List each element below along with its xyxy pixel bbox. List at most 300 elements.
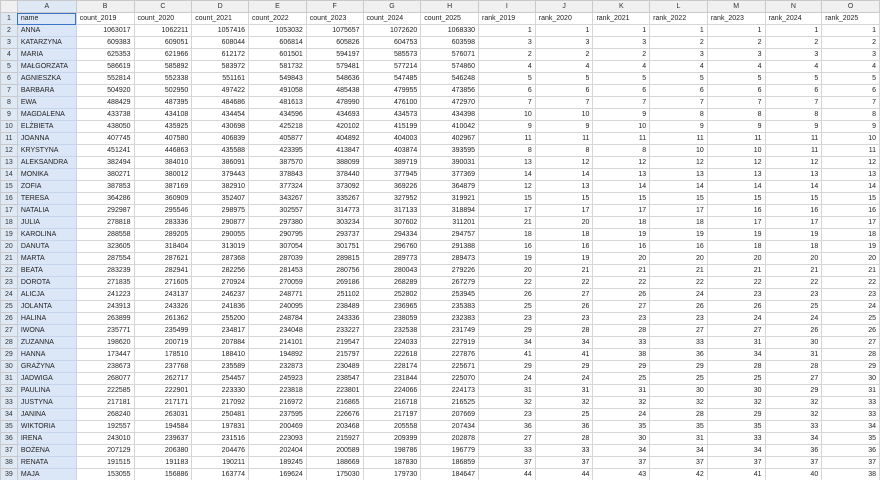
value-cell[interactable]: 307054 bbox=[249, 241, 307, 253]
value-cell[interactable]: 386091 bbox=[192, 157, 249, 169]
value-cell[interactable]: 404003 bbox=[363, 133, 421, 145]
value-cell[interactable]: 601501 bbox=[249, 49, 307, 61]
value-cell[interactable]: 479955 bbox=[363, 85, 421, 97]
value-cell[interactable]: 156886 bbox=[134, 469, 192, 480]
row-header[interactable]: 11 bbox=[1, 133, 18, 145]
value-cell[interactable]: 487395 bbox=[134, 97, 192, 109]
value-cell[interactable]: 33 bbox=[535, 445, 593, 457]
value-cell[interactable]: 20 bbox=[535, 217, 593, 229]
value-cell[interactable]: 24 bbox=[479, 373, 536, 385]
value-cell[interactable]: 16 bbox=[765, 205, 822, 217]
value-cell[interactable]: 214101 bbox=[249, 337, 307, 349]
value-cell[interactable]: 243326 bbox=[134, 301, 192, 313]
value-cell[interactable]: 232383 bbox=[421, 313, 479, 325]
value-cell[interactable]: 577214 bbox=[363, 61, 421, 73]
value-cell[interactable]: 2 bbox=[822, 37, 880, 49]
value-cell[interactable]: 33 bbox=[650, 337, 708, 349]
value-cell[interactable]: 217181 bbox=[76, 397, 134, 409]
value-cell[interactable]: 231844 bbox=[363, 373, 421, 385]
value-cell[interactable]: 27 bbox=[479, 433, 536, 445]
value-cell[interactable]: 37 bbox=[535, 457, 593, 469]
header-cell[interactable]: count_2021 bbox=[192, 13, 249, 25]
value-cell[interactable]: 14 bbox=[650, 181, 708, 193]
value-cell[interactable]: 187830 bbox=[363, 457, 421, 469]
row-header[interactable]: 26 bbox=[1, 313, 18, 325]
value-cell[interactable]: 262717 bbox=[134, 373, 192, 385]
value-cell[interactable]: 473856 bbox=[421, 85, 479, 97]
value-cell[interactable]: 294334 bbox=[363, 229, 421, 241]
value-cell[interactable]: 21 bbox=[707, 265, 765, 277]
value-cell[interactable]: 434693 bbox=[306, 109, 363, 121]
row-header[interactable]: 36 bbox=[1, 433, 18, 445]
value-cell[interactable]: 406839 bbox=[192, 133, 249, 145]
value-cell[interactable]: 301751 bbox=[306, 241, 363, 253]
value-cell[interactable]: 19 bbox=[822, 241, 880, 253]
value-cell[interactable]: 282941 bbox=[134, 265, 192, 277]
value-cell[interactable]: 21 bbox=[765, 265, 822, 277]
value-cell[interactable]: 235771 bbox=[76, 325, 134, 337]
value-cell[interactable]: 209399 bbox=[363, 433, 421, 445]
value-cell[interactable]: 3 bbox=[707, 49, 765, 61]
value-cell[interactable]: 207434 bbox=[421, 421, 479, 433]
value-cell[interactable]: 24 bbox=[765, 313, 822, 325]
value-cell[interactable]: 12 bbox=[535, 157, 593, 169]
value-cell[interactable]: 223801 bbox=[306, 385, 363, 397]
name-cell[interactable]: BOŻENA bbox=[17, 445, 76, 457]
value-cell[interactable]: 271835 bbox=[76, 277, 134, 289]
value-cell[interactable]: 7 bbox=[535, 97, 593, 109]
value-cell[interactable]: 234817 bbox=[192, 325, 249, 337]
value-cell[interactable]: 5 bbox=[765, 73, 822, 85]
value-cell[interactable]: 173447 bbox=[76, 349, 134, 361]
value-cell[interactable]: 28 bbox=[765, 361, 822, 373]
value-cell[interactable]: 3 bbox=[479, 37, 536, 49]
name-cell[interactable]: HALINA bbox=[17, 313, 76, 325]
value-cell[interactable]: 497422 bbox=[192, 85, 249, 97]
row-header[interactable]: 6 bbox=[1, 73, 18, 85]
name-cell[interactable]: PAULINA bbox=[17, 385, 76, 397]
value-cell[interactable]: 32 bbox=[707, 397, 765, 409]
value-cell[interactable]: 37 bbox=[765, 457, 822, 469]
value-cell[interactable]: 481613 bbox=[249, 97, 307, 109]
value-cell[interactable]: 227919 bbox=[421, 337, 479, 349]
value-cell[interactable]: 380271 bbox=[76, 169, 134, 181]
name-cell[interactable]: EWA bbox=[17, 97, 76, 109]
value-cell[interactable]: 23 bbox=[822, 289, 880, 301]
value-cell[interactable]: 31 bbox=[479, 385, 536, 397]
value-cell[interactable]: 13 bbox=[707, 169, 765, 181]
value-cell[interactable]: 18 bbox=[650, 217, 708, 229]
value-cell[interactable]: 423395 bbox=[249, 145, 307, 157]
header-cell[interactable]: rank_2023 bbox=[707, 13, 765, 25]
value-cell[interactable]: 1 bbox=[765, 25, 822, 37]
value-cell[interactable]: 27 bbox=[650, 325, 708, 337]
value-cell[interactable]: 42 bbox=[650, 469, 708, 480]
value-cell[interactable]: 5 bbox=[479, 73, 536, 85]
value-cell[interactable]: 29 bbox=[593, 361, 650, 373]
value-cell[interactable]: 420102 bbox=[306, 121, 363, 133]
value-cell[interactable]: 11 bbox=[535, 133, 593, 145]
value-cell[interactable]: 12 bbox=[765, 157, 822, 169]
value-cell[interactable]: 434573 bbox=[363, 109, 421, 121]
value-cell[interactable]: 243913 bbox=[76, 301, 134, 313]
value-cell[interactable]: 23 bbox=[535, 313, 593, 325]
value-cell[interactable]: 360909 bbox=[134, 193, 192, 205]
value-cell[interactable]: 378843 bbox=[249, 169, 307, 181]
value-cell[interactable]: 291388 bbox=[421, 241, 479, 253]
row-header[interactable]: 28 bbox=[1, 337, 18, 349]
column-header-k[interactable]: K bbox=[593, 1, 650, 13]
header-cell[interactable]: count_2020 bbox=[134, 13, 192, 25]
value-cell[interactable]: 7 bbox=[593, 97, 650, 109]
value-cell[interactable]: 5 bbox=[822, 73, 880, 85]
row-header[interactable]: 10 bbox=[1, 121, 18, 133]
value-cell[interactable]: 34 bbox=[707, 445, 765, 457]
name-cell[interactable]: ALEKSANDRA bbox=[17, 157, 76, 169]
value-cell[interactable]: 280043 bbox=[363, 265, 421, 277]
value-cell[interactable]: 17 bbox=[822, 217, 880, 229]
value-cell[interactable]: 8 bbox=[765, 109, 822, 121]
value-cell[interactable]: 319921 bbox=[421, 193, 479, 205]
value-cell[interactable]: 28 bbox=[593, 325, 650, 337]
value-cell[interactable]: 11 bbox=[593, 133, 650, 145]
value-cell[interactable]: 8 bbox=[479, 145, 536, 157]
value-cell[interactable]: 21 bbox=[593, 265, 650, 277]
value-cell[interactable]: 434596 bbox=[249, 109, 307, 121]
value-cell[interactable]: 17 bbox=[650, 205, 708, 217]
row-header[interactable]: 18 bbox=[1, 217, 18, 229]
value-cell[interactable]: 292987 bbox=[76, 205, 134, 217]
value-cell[interactable]: 24 bbox=[535, 373, 593, 385]
value-cell[interactable]: 238059 bbox=[363, 313, 421, 325]
name-cell[interactable]: TERESA bbox=[17, 193, 76, 205]
value-cell[interactable]: 28 bbox=[535, 325, 593, 337]
value-cell[interactable]: 16 bbox=[707, 205, 765, 217]
value-cell[interactable]: 28 bbox=[822, 349, 880, 361]
value-cell[interactable]: 283336 bbox=[134, 217, 192, 229]
value-cell[interactable]: 26 bbox=[479, 289, 536, 301]
value-cell[interactable]: 34 bbox=[650, 445, 708, 457]
value-cell[interactable]: 35 bbox=[707, 421, 765, 433]
value-cell[interactable]: 23 bbox=[593, 313, 650, 325]
value-cell[interactable]: 31 bbox=[765, 349, 822, 361]
value-cell[interactable]: 17 bbox=[707, 217, 765, 229]
value-cell[interactable]: 207669 bbox=[421, 409, 479, 421]
value-cell[interactable]: 34 bbox=[593, 445, 650, 457]
value-cell[interactable]: 287368 bbox=[192, 253, 249, 265]
value-cell[interactable]: 488429 bbox=[76, 97, 134, 109]
value-cell[interactable]: 6 bbox=[822, 85, 880, 97]
value-cell[interactable]: 190211 bbox=[192, 457, 249, 469]
value-cell[interactable]: 41 bbox=[535, 349, 593, 361]
value-cell[interactable]: 217171 bbox=[134, 397, 192, 409]
value-cell[interactable]: 13 bbox=[535, 181, 593, 193]
value-cell[interactable]: 178510 bbox=[134, 349, 192, 361]
row-header[interactable]: 3 bbox=[1, 37, 18, 49]
value-cell[interactable]: 241836 bbox=[192, 301, 249, 313]
value-cell[interactable]: 15 bbox=[535, 193, 593, 205]
value-cell[interactable]: 268077 bbox=[76, 373, 134, 385]
column-header-m[interactable]: M bbox=[707, 1, 765, 13]
value-cell[interactable]: 6 bbox=[593, 85, 650, 97]
value-cell[interactable]: 28 bbox=[535, 433, 593, 445]
value-cell[interactable]: 248771 bbox=[249, 289, 307, 301]
name-cell[interactable]: KAROLINA bbox=[17, 229, 76, 241]
select-all-corner[interactable] bbox=[1, 1, 18, 13]
column-header-h[interactable]: H bbox=[421, 1, 479, 13]
value-cell[interactable]: 198620 bbox=[76, 337, 134, 349]
value-cell[interactable]: 35 bbox=[822, 433, 880, 445]
value-cell[interactable]: 547485 bbox=[363, 73, 421, 85]
name-cell[interactable]: MARTA bbox=[17, 253, 76, 265]
value-cell[interactable]: 268240 bbox=[76, 409, 134, 421]
value-cell[interactable]: 612172 bbox=[192, 49, 249, 61]
value-cell[interactable]: 200719 bbox=[134, 337, 192, 349]
value-cell[interactable]: 289473 bbox=[421, 253, 479, 265]
value-cell[interactable]: 14 bbox=[707, 181, 765, 193]
value-cell[interactable]: 153055 bbox=[76, 469, 134, 480]
value-cell[interactable]: 552338 bbox=[134, 73, 192, 85]
value-cell[interactable]: 384010 bbox=[134, 157, 192, 169]
value-cell[interactable]: 231749 bbox=[421, 325, 479, 337]
value-cell[interactable]: 35 bbox=[650, 421, 708, 433]
value-cell[interactable]: 287039 bbox=[249, 253, 307, 265]
value-cell[interactable]: 34 bbox=[535, 337, 593, 349]
name-cell[interactable]: AGNIESZKA bbox=[17, 73, 76, 85]
value-cell[interactable]: 18 bbox=[822, 229, 880, 241]
value-cell[interactable]: 29 bbox=[765, 385, 822, 397]
value-cell[interactable]: 289773 bbox=[363, 253, 421, 265]
value-cell[interactable]: 268289 bbox=[363, 277, 421, 289]
value-cell[interactable]: 14 bbox=[479, 169, 536, 181]
value-cell[interactable]: 235499 bbox=[134, 325, 192, 337]
value-cell[interactable]: 8 bbox=[535, 145, 593, 157]
value-cell[interactable]: 303234 bbox=[306, 217, 363, 229]
value-cell[interactable]: 425218 bbox=[249, 121, 307, 133]
header-cell[interactable]: rank_2022 bbox=[650, 13, 708, 25]
value-cell[interactable]: 5 bbox=[535, 73, 593, 85]
value-cell[interactable]: 31 bbox=[593, 385, 650, 397]
value-cell[interactable]: 430698 bbox=[192, 121, 249, 133]
value-cell[interactable]: 237595 bbox=[249, 409, 307, 421]
value-cell[interactable]: 252802 bbox=[363, 289, 421, 301]
value-cell[interactable]: 202404 bbox=[249, 445, 307, 457]
value-cell[interactable]: 5 bbox=[650, 73, 708, 85]
value-cell[interactable]: 31 bbox=[707, 337, 765, 349]
value-cell[interactable]: 4 bbox=[593, 61, 650, 73]
row-header[interactable]: 35 bbox=[1, 421, 18, 433]
value-cell[interactable]: 282256 bbox=[192, 265, 249, 277]
value-cell[interactable]: 279226 bbox=[421, 265, 479, 277]
value-cell[interactable]: 243010 bbox=[76, 433, 134, 445]
value-cell[interactable]: 226676 bbox=[306, 409, 363, 421]
value-cell[interactable]: 24 bbox=[707, 313, 765, 325]
value-cell[interactable]: 1 bbox=[479, 25, 536, 37]
value-cell[interactable]: 19 bbox=[765, 229, 822, 241]
name-cell[interactable]: MARIA bbox=[17, 49, 76, 61]
value-cell[interactable]: 404892 bbox=[306, 133, 363, 145]
column-header-a[interactable]: A bbox=[17, 1, 76, 13]
value-cell[interactable]: 17 bbox=[765, 217, 822, 229]
row-header[interactable]: 4 bbox=[1, 49, 18, 61]
value-cell[interactable]: 318404 bbox=[134, 241, 192, 253]
value-cell[interactable]: 30 bbox=[822, 373, 880, 385]
value-cell[interactable]: 14 bbox=[822, 181, 880, 193]
value-cell[interactable]: 364879 bbox=[421, 181, 479, 193]
value-cell[interactable]: 238489 bbox=[306, 301, 363, 313]
row-header[interactable]: 24 bbox=[1, 289, 18, 301]
value-cell[interactable]: 387169 bbox=[134, 181, 192, 193]
value-cell[interactable]: 288558 bbox=[76, 229, 134, 241]
value-cell[interactable]: 248784 bbox=[249, 313, 307, 325]
value-cell[interactable]: 609051 bbox=[134, 37, 192, 49]
name-cell[interactable]: DOROTA bbox=[17, 277, 76, 289]
value-cell[interactable]: 33 bbox=[707, 433, 765, 445]
value-cell[interactable]: 504920 bbox=[76, 85, 134, 97]
row-header[interactable]: 20 bbox=[1, 241, 18, 253]
value-cell[interactable]: 25 bbox=[479, 301, 536, 313]
column-header-j[interactable]: J bbox=[535, 1, 593, 13]
name-cell[interactable]: MAGDALENA bbox=[17, 109, 76, 121]
value-cell[interactable]: 1068330 bbox=[421, 25, 479, 37]
value-cell[interactable]: 32 bbox=[593, 397, 650, 409]
row-header[interactable]: 39 bbox=[1, 469, 18, 480]
value-cell[interactable]: 23 bbox=[479, 313, 536, 325]
value-cell[interactable]: 25 bbox=[707, 373, 765, 385]
value-cell[interactable]: 485438 bbox=[306, 85, 363, 97]
value-cell[interactable]: 335267 bbox=[306, 193, 363, 205]
value-cell[interactable]: 34 bbox=[765, 433, 822, 445]
value-cell[interactable]: 32 bbox=[535, 397, 593, 409]
value-cell[interactable]: 41 bbox=[707, 469, 765, 480]
value-cell[interactable]: 238547 bbox=[306, 373, 363, 385]
row-header[interactable]: 32 bbox=[1, 385, 18, 397]
row-header[interactable]: 23 bbox=[1, 277, 18, 289]
value-cell[interactable]: 382494 bbox=[76, 157, 134, 169]
value-cell[interactable]: 35 bbox=[593, 421, 650, 433]
value-cell[interactable]: 18 bbox=[479, 229, 536, 241]
value-cell[interactable]: 240095 bbox=[249, 301, 307, 313]
value-cell[interactable]: 245923 bbox=[249, 373, 307, 385]
column-header-c[interactable]: C bbox=[134, 1, 192, 13]
column-header-b[interactable]: B bbox=[76, 1, 134, 13]
row-header[interactable]: 25 bbox=[1, 301, 18, 313]
value-cell[interactable]: 216865 bbox=[306, 397, 363, 409]
value-cell[interactable]: 11 bbox=[479, 133, 536, 145]
value-cell[interactable]: 20 bbox=[765, 253, 822, 265]
value-cell[interactable]: 15 bbox=[707, 193, 765, 205]
value-cell[interactable]: 605826 bbox=[306, 37, 363, 49]
row-header[interactable]: 17 bbox=[1, 205, 18, 217]
value-cell[interactable]: 37 bbox=[822, 457, 880, 469]
value-cell[interactable]: 502950 bbox=[134, 85, 192, 97]
value-cell[interactable]: 263031 bbox=[134, 409, 192, 421]
value-cell[interactable]: 621966 bbox=[134, 49, 192, 61]
value-cell[interactable]: 224173 bbox=[421, 385, 479, 397]
value-cell[interactable]: 586619 bbox=[76, 61, 134, 73]
value-cell[interactable]: 44 bbox=[479, 469, 536, 480]
value-cell[interactable]: 283239 bbox=[76, 265, 134, 277]
value-cell[interactable]: 9 bbox=[707, 121, 765, 133]
value-cell[interactable]: 13 bbox=[593, 169, 650, 181]
value-cell[interactable]: 225671 bbox=[421, 361, 479, 373]
value-cell[interactable]: 20 bbox=[707, 253, 765, 265]
value-cell[interactable]: 318894 bbox=[421, 205, 479, 217]
name-cell[interactable]: KRYSTYNA bbox=[17, 145, 76, 157]
value-cell[interactable]: 594197 bbox=[306, 49, 363, 61]
value-cell[interactable]: 3 bbox=[535, 37, 593, 49]
value-cell[interactable]: 202878 bbox=[421, 433, 479, 445]
value-cell[interactable]: 200589 bbox=[306, 445, 363, 457]
value-cell[interactable]: 451241 bbox=[76, 145, 134, 157]
value-cell[interactable]: 13 bbox=[650, 169, 708, 181]
value-cell[interactable]: 239637 bbox=[134, 433, 192, 445]
header-cell[interactable]: count_2024 bbox=[363, 13, 421, 25]
value-cell[interactable]: 435588 bbox=[192, 145, 249, 157]
name-cell[interactable]: BEATA bbox=[17, 265, 76, 277]
header-cell[interactable]: name bbox=[17, 13, 76, 25]
value-cell[interactable]: 402967 bbox=[421, 133, 479, 145]
value-cell[interactable]: 379443 bbox=[192, 169, 249, 181]
value-cell[interactable]: 26 bbox=[707, 301, 765, 313]
value-cell[interactable]: 382910 bbox=[192, 181, 249, 193]
value-cell[interactable]: 215927 bbox=[306, 433, 363, 445]
value-cell[interactable]: 435925 bbox=[134, 121, 192, 133]
value-cell[interactable]: 604753 bbox=[363, 37, 421, 49]
value-cell[interactable]: 22 bbox=[593, 277, 650, 289]
value-cell[interactable]: 23 bbox=[479, 409, 536, 421]
value-cell[interactable]: 5 bbox=[593, 73, 650, 85]
column-header-e[interactable]: E bbox=[249, 1, 307, 13]
value-cell[interactable]: 15 bbox=[593, 193, 650, 205]
name-cell[interactable]: ANNA bbox=[17, 25, 76, 37]
value-cell[interactable]: 243336 bbox=[306, 313, 363, 325]
value-cell[interactable]: 235383 bbox=[421, 301, 479, 313]
value-cell[interactable]: 373092 bbox=[306, 181, 363, 193]
value-cell[interactable]: 290055 bbox=[192, 229, 249, 241]
value-cell[interactable]: 34 bbox=[822, 421, 880, 433]
value-cell[interactable]: 14 bbox=[765, 181, 822, 193]
value-cell[interactable]: 18 bbox=[707, 241, 765, 253]
value-cell[interactable]: 3 bbox=[765, 49, 822, 61]
value-cell[interactable]: 3 bbox=[593, 37, 650, 49]
value-cell[interactable]: 13 bbox=[765, 169, 822, 181]
value-cell[interactable]: 11 bbox=[707, 133, 765, 145]
value-cell[interactable]: 223818 bbox=[249, 385, 307, 397]
value-cell[interactable]: 224066 bbox=[363, 385, 421, 397]
column-header-f[interactable]: F bbox=[306, 1, 363, 13]
value-cell[interactable]: 548636 bbox=[306, 73, 363, 85]
value-cell[interactable]: 32 bbox=[765, 397, 822, 409]
value-cell[interactable]: 23 bbox=[707, 289, 765, 301]
value-cell[interactable]: 20 bbox=[593, 253, 650, 265]
value-cell[interactable]: 2 bbox=[593, 49, 650, 61]
value-cell[interactable]: 22 bbox=[650, 277, 708, 289]
header-cell[interactable]: rank_2021 bbox=[593, 13, 650, 25]
name-cell[interactable]: JULIA bbox=[17, 217, 76, 229]
value-cell[interactable]: 327952 bbox=[363, 193, 421, 205]
value-cell[interactable]: 217092 bbox=[192, 397, 249, 409]
value-cell[interactable]: 192557 bbox=[76, 421, 134, 433]
value-cell[interactable]: 552814 bbox=[76, 73, 134, 85]
value-cell[interactable]: 278818 bbox=[76, 217, 134, 229]
row-header[interactable]: 22 bbox=[1, 265, 18, 277]
value-cell[interactable]: 16 bbox=[535, 241, 593, 253]
name-cell[interactable]: ALICJA bbox=[17, 289, 76, 301]
value-cell[interactable]: 343267 bbox=[249, 193, 307, 205]
value-cell[interactable]: 3 bbox=[822, 49, 880, 61]
value-cell[interactable]: 194584 bbox=[134, 421, 192, 433]
